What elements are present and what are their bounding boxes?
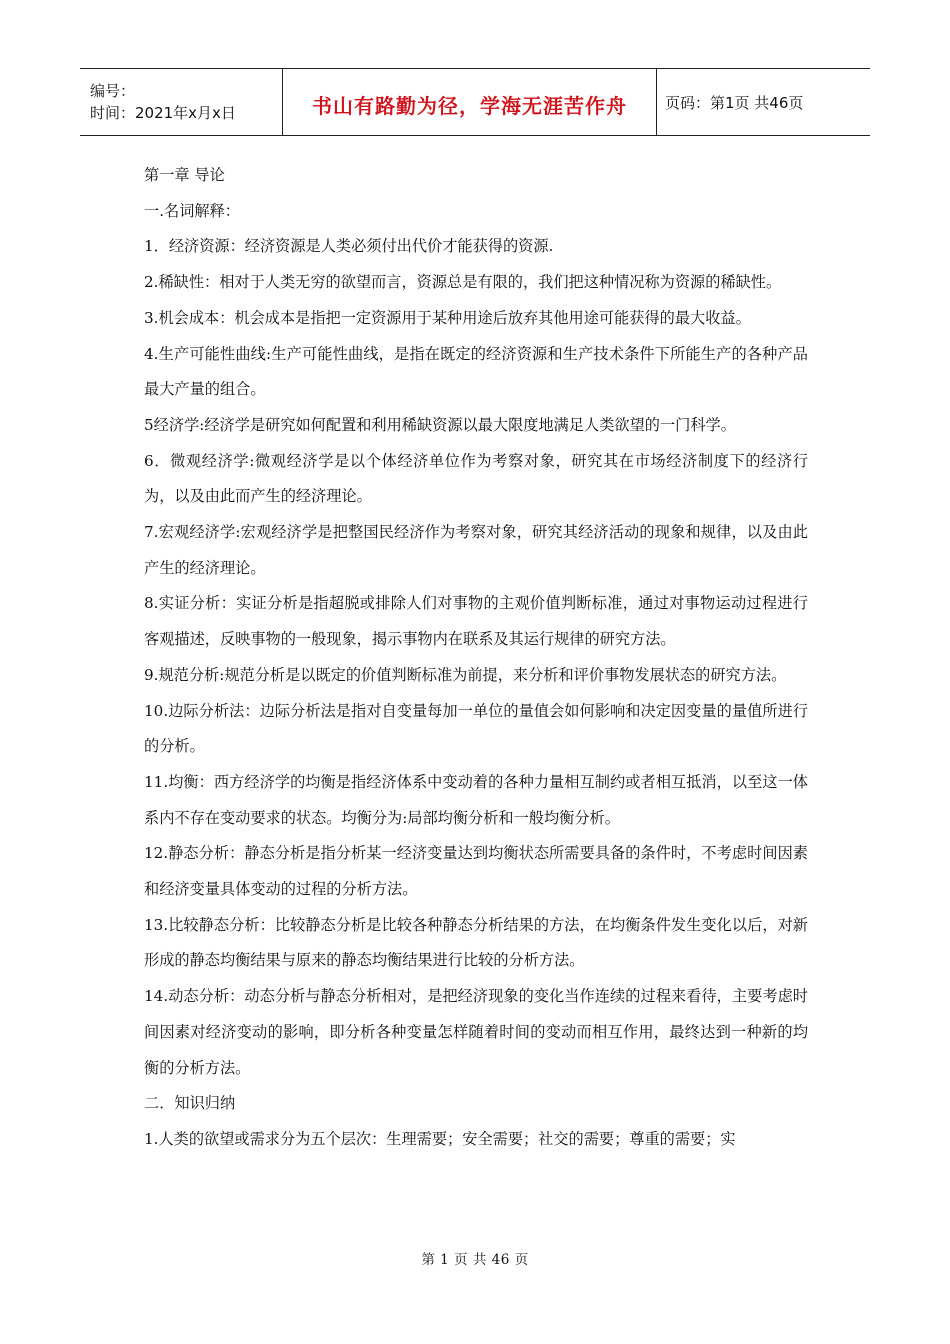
chapter-title: 第一章 导论 (144, 166, 225, 184)
page-label: 页码：第1页 共46页 (665, 93, 804, 112)
header-meta (80, 69, 282, 135)
paragraph: 8.实证分析：实证分析是指超脱或排除人们对事物的主观价值判断标准，通过对事物运动过程进行客观描述，反映事物的一般现象，揭示事物内在联系及其运行规律的研究方法。 (144, 594, 808, 649)
paragraph: 12.静态分析：静态分析是指分析某一经济变量达到均衡状态所需要具备的条件时，不考虑时间因素和经济变量具体变动的过程的分析方法。 (144, 844, 808, 899)
paragraph: 1．经济资源：经济资源是人类必须付出代价才能获得的资源. (144, 237, 554, 256)
paragraph: 11.均衡：西方经济学的均衡是指经济体系中变动着的各种力量相互制约或者相互抵消，以至这一体系内不存在变动要求的状态。均衡分为:局部均衡分析和一般均衡分析。 (144, 772, 808, 827)
paragraph: 5经济学:经济学是研究如何配置和利用稀缺资源以最大限度地满足人类欲望的一门科学。 (144, 415, 736, 434)
paragraph: 7.宏观经济学:宏观经济学是把整国民经济作为考察对象，研究其经济活动的现象和规律，以及由此产生的经济理论。 (144, 523, 808, 577)
number-label: 编号： (90, 82, 136, 100)
date-label: 时间：2021年x月x日 (90, 104, 236, 122)
document-body (144, 158, 808, 1158)
paragraph: 6．微观经济学:微观经济学是以个体经济单位作为考察对象，研究其在市场经济制度下的经济行为，以及由此而产生的经济理论。 (144, 451, 808, 506)
paragraph: 13.比较静态分析：比较静态分析是比较各种静态分析结果的方法，在均衡条件发生变化以后，对新形成的静态均衡结果与原来的静态均衡结果进行比较的分析方法。 (144, 915, 808, 970)
header-slogan-cell (282, 69, 657, 135)
paragraph: 9.规范分析:规范分析是以既定的价值判断标准为前提，来分析和评价事物发展状态的研究方法。 (144, 665, 787, 684)
paragraph: 14.动态分析：动态分析与静态分析相对，是把经济现象的变化当作连续的过程来看待，主要考虑时间因素对经济变动的影响，即分析各种变量怎样随着时间的变动而相互作用，最终达到一种新的均衡的分析方法。 (144, 987, 808, 1077)
page-footer: 第 1 页 共 46 页 (421, 1252, 529, 1268)
document-header (80, 68, 870, 136)
section-heading: 一.名词解释： (144, 201, 240, 220)
slogan: 书山有路勤为径，学海无涯苦作舟 (312, 93, 627, 118)
paragraph: 10.边际分析法：边际分析法是指对自变量每加一单位的量值会如何影响和决定因变量的量值所进行的分析。 (144, 701, 808, 756)
header-page-cell (657, 69, 870, 135)
paragraph: 1.人类的欲望或需求分为五个层次：生理需要；安全需要；社交的需要；尊重的需要；实 (144, 1129, 736, 1148)
paragraph: 3.机会成本：机会成本是指把一定资源用于某种用途后放弃其他用途可能获得的最大收益。 (144, 308, 751, 327)
section-heading: 二．知识归纳 (144, 1094, 236, 1113)
paragraph: 4.生产可能性曲线:生产可能性曲线，是指在既定的经济资源和生产技术条件下所能生产的各种产品最大产量的组合。 (144, 344, 808, 399)
paragraph: 2.稀缺性：相对于人类无穷的欲望而言，资源总是有限的，我们把这种情况称为资源的稀缺性。 (144, 273, 782, 292)
